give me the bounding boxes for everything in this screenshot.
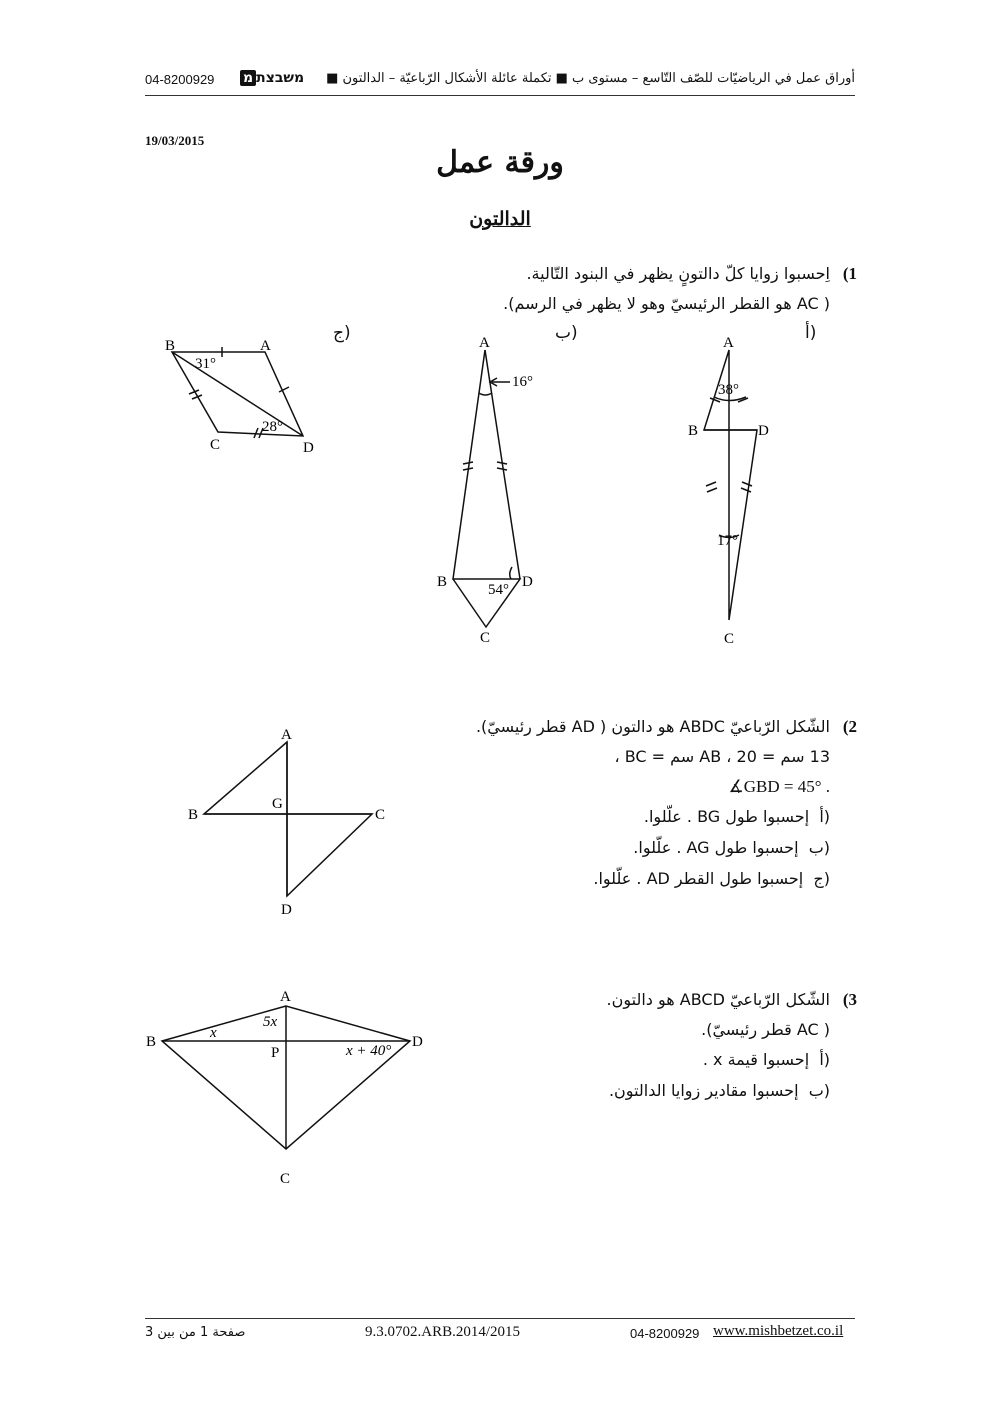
q1-figure-b — [430, 330, 560, 650]
logo-text: משבצת — [256, 70, 305, 86]
part-text: إحسبوا طول BG . علّلوا. — [643, 807, 810, 826]
angle-label: 54° — [488, 582, 509, 598]
part-text: إحسبوا قيمة x . — [702, 1050, 810, 1069]
part-label: (ب — [808, 1081, 830, 1100]
vertex-label: B — [688, 423, 699, 439]
footer-page-number: صفحة 1 من بين 3 — [145, 1325, 246, 1340]
header-divider — [145, 95, 855, 96]
part-text: إحسبوا طول القطر AD . علّلوا. — [593, 869, 804, 888]
q1-label-c: (ج — [333, 323, 351, 343]
logo-mark: מ — [240, 70, 256, 86]
vertex-label: A — [723, 335, 734, 351]
q3-part-a — [703, 1050, 830, 1069]
vertex-label: B — [437, 574, 448, 590]
q1-label-b: (ب — [555, 323, 578, 343]
tick-mark — [706, 482, 716, 486]
q3-number: (3 — [842, 990, 857, 1009]
tick-mark — [497, 468, 507, 470]
angle-label: 28° — [262, 419, 283, 435]
vertex-label: D — [281, 902, 292, 918]
page-title: ورقة عمل — [436, 145, 564, 180]
page-subtitle: الدالتون — [469, 208, 531, 230]
angle-arc — [510, 567, 512, 579]
part-text: إحسبوا مقادير زوايا الدالتون. — [608, 1081, 799, 1100]
vertex-label: A — [479, 335, 490, 351]
q2-part-c — [593, 869, 830, 888]
angle-label: 16° — [512, 374, 533, 390]
footer-phone: 04-8200929 — [630, 1326, 700, 1341]
vertex-label: D — [303, 440, 314, 456]
kite-outline — [204, 742, 372, 896]
angle-label: x + 40° — [346, 1043, 392, 1059]
point-label: P — [271, 1045, 280, 1061]
q1-number: (1 — [842, 264, 857, 283]
q3-part-b — [609, 1081, 830, 1100]
q2-line2: 13 سم = AB ، 20 سم = BC ، — [614, 747, 830, 766]
angle-label: 5x — [263, 1014, 278, 1030]
vertex-label: D — [522, 574, 533, 590]
vertex-label: A — [260, 338, 271, 354]
vertex-label: A — [280, 989, 291, 1005]
header-logo — [238, 70, 304, 86]
point-label: G — [272, 796, 283, 812]
q2-part-b — [633, 838, 830, 857]
part-label: (ب — [808, 838, 830, 857]
vertex-label: B — [165, 338, 176, 354]
vertex-label: C — [280, 1171, 291, 1187]
q1-figure-c — [155, 330, 335, 465]
q2-figure — [180, 720, 400, 925]
q2-part-a — [644, 807, 830, 826]
angle-label: 17° — [717, 533, 738, 549]
tick-mark — [497, 462, 507, 464]
vertex-label: C — [724, 631, 735, 647]
q3-line1: الشّكل الرّباعيّ ABCD هو دالتون. — [606, 990, 830, 1009]
q2-line1: الشّكل الرّباعيّ ABDC هو دالتون ( AD قطر رئيسيّ). — [475, 717, 830, 736]
q1-line1: اِحسبوا زوايا كلّ دالتونٍ يظهر في البنود التّالية. — [526, 264, 830, 283]
q1-figure-a — [670, 330, 800, 650]
vertex-label: B — [146, 1034, 157, 1050]
vertex-label: C — [375, 807, 386, 823]
q2-number: (2 — [842, 717, 857, 736]
vertex-label: B — [188, 807, 199, 823]
kite-outline — [453, 350, 520, 627]
vertex-label: C — [480, 630, 491, 646]
part-label: (أ — [819, 1050, 830, 1069]
vertex-label: D — [412, 1034, 423, 1050]
header-phone: 04-8200929 — [145, 72, 215, 87]
q1-line2: ( AC هو القطر الرئيسيّ وهو لا يظهر في الرسم). — [503, 294, 830, 313]
angle-arc — [479, 393, 492, 395]
footer-website-link[interactable]: www.mishbetzet.co.il — [713, 1323, 844, 1339]
tick-mark — [741, 488, 751, 492]
q3-figure — [140, 985, 440, 1195]
part-text: إحسبوا طول AG . علّلوا. — [633, 838, 799, 857]
tick-mark — [463, 462, 473, 464]
angle-label: 38° — [718, 382, 739, 398]
vertex-label: D — [758, 423, 769, 439]
vertex-label: C — [210, 437, 221, 453]
part-label: (أ — [819, 807, 830, 826]
q1-label-a: (أ — [805, 323, 817, 343]
tick-mark — [707, 488, 717, 492]
angle-label: x — [210, 1025, 217, 1041]
q3-line2: ( AC قطر رئيسيّ). — [701, 1020, 830, 1039]
date: 19/03/2015 — [145, 133, 205, 148]
tick-mark — [463, 468, 473, 470]
vertex-label: A — [281, 727, 292, 743]
tick-mark — [742, 482, 752, 486]
header-title: أوراق عمل في الرياضيّات للصّف التّاسع – مستوى ب ■ تكملة عائلة الأشكال الرّباعيّة – الدالتون ■ — [326, 71, 855, 86]
q2-line3: ∡GBD = 45° . — [728, 777, 830, 796]
footer-divider — [145, 1318, 855, 1319]
part-label: (ج — [813, 869, 830, 888]
angle-label: 31° — [195, 356, 216, 372]
footer-doc-code: 9.3.0702.ARB.2014/2015 — [365, 1324, 521, 1340]
